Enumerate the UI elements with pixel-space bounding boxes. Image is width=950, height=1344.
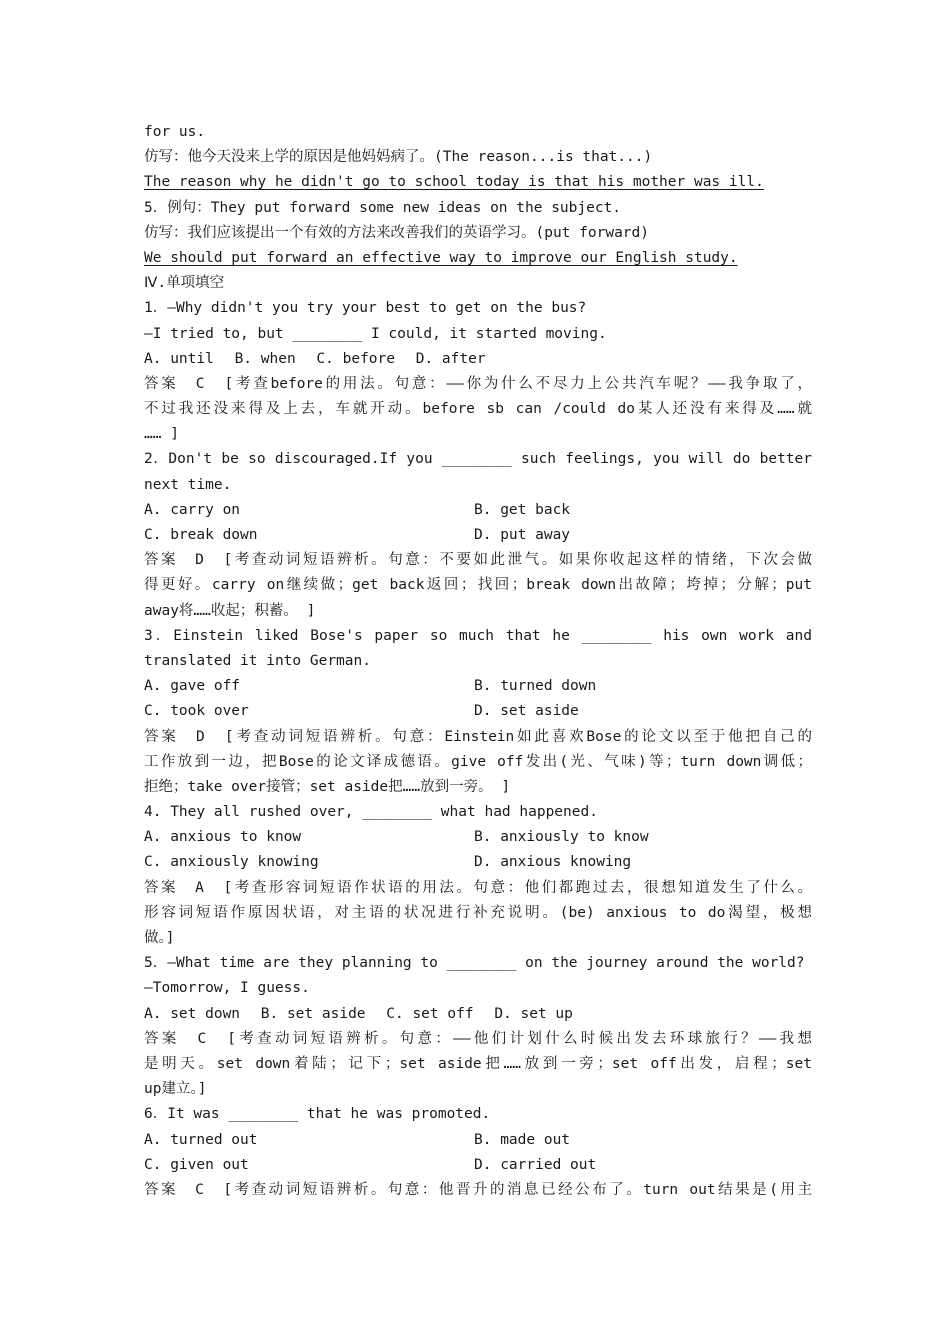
option: C. set off	[386, 1005, 474, 1022]
options-row	[144, 498, 812, 523]
answer-line: 得更好。carry on继续做；get back返回；找回；break down出故障；垮掉；分解；put	[144, 577, 812, 594]
option: C. anxiously knowing	[144, 854, 319, 871]
option: C. before	[316, 350, 395, 367]
options-row	[144, 1153, 812, 1178]
question-stem: translated it into German.	[144, 652, 371, 669]
question-stem: 4. They all rushed over, ________ what had happened.	[144, 804, 598, 821]
answer-line: 形容词短语作原因状语，对主语的状况进行补充说明。(be) anxious to do渴望，极想	[144, 904, 812, 921]
answer-line: 工作放到一边，把Bose的论文译成德语。give off发出(光、气味)等；turn down调低；	[144, 753, 812, 770]
answer-line: 做。]	[144, 930, 175, 946]
option: A. anxious to know	[144, 829, 302, 846]
answer-line: up建立。]	[144, 1081, 207, 1098]
options-row	[144, 850, 812, 875]
option: A. turned out	[144, 1131, 258, 1148]
answer-line: 拒绝；take over接管；set aside把……放到一旁。 ]	[144, 778, 511, 795]
answer-line: away将……收起；积蓄。 ]	[144, 602, 316, 619]
model-answer-line: We should put forward an effective way to improve our English study.	[144, 249, 738, 266]
answer-line: 答案 C [考查before的用法。句意：——你为什么不尽力上公共汽车呢？——我争取了，	[144, 375, 812, 392]
options-row	[144, 1128, 812, 1153]
option: B. when	[234, 350, 296, 367]
question-stem: 5．—What time are they planning to ________ on the journey around the world?	[144, 955, 805, 972]
option: B. set aside	[260, 1005, 366, 1022]
option: D. carried out	[474, 1156, 597, 1173]
question-stem: —I tried to, but ________ I could, it started moving.	[144, 325, 607, 342]
text-line: 仿写：我们应该提出一个有效的方法来改善我们的英语学习。(put forward)	[144, 224, 649, 241]
answer-line: 答案 D [考查动词短语辨析。句意：不要如此泄气。如果你收起这样的情绪，下次会做	[144, 552, 812, 569]
option: B. get back	[474, 501, 571, 518]
option: C. given out	[144, 1156, 249, 1173]
option: B. anxiously to know	[474, 829, 649, 846]
text-line: 5．例句：They put forward some new ideas on the subject.	[144, 199, 622, 216]
option: A. set down	[144, 1005, 241, 1022]
option: B. turned down	[474, 678, 597, 695]
option: A. gave off	[144, 678, 241, 695]
question-stem: —Tomorrow, I guess.	[144, 980, 310, 997]
document-page	[144, 120, 812, 1203]
options-row	[144, 674, 812, 699]
question-stem: next time.	[144, 476, 232, 493]
options-row	[144, 1002, 812, 1027]
option: A. until	[144, 350, 214, 367]
option: C. break down	[144, 527, 258, 543]
answer-line: 答案 C [考查动词短语辨析。句意：他晋升的消息已经公布了。turn out结果是(用主	[144, 1181, 812, 1198]
options-row	[144, 347, 812, 372]
answer-line: …… ]	[144, 426, 179, 443]
option: A. carry on	[144, 501, 241, 518]
question-stem: 3．Einstein liked Bose's paper so much that he ________ his own work and	[144, 627, 812, 644]
options-row	[144, 825, 812, 850]
option: D. set up	[494, 1005, 573, 1022]
answer-line: 答案 C [考查动词短语辨析。句意：——他们计划什么时候出发去环球旅行？——我想	[144, 1030, 812, 1047]
option: D. anxious knowing	[474, 854, 632, 871]
text-line: 仿写：他今天没来上学的原因是他妈妈病了。(The reason...is that...)	[144, 149, 653, 166]
text-line: for us.	[144, 124, 206, 140]
question-stem: 2．Don't be so discouraged.If you ________ such feelings, you will do better	[144, 451, 812, 468]
option: D. set aside	[474, 703, 579, 720]
question-stem: 6．It was ________ that he was promoted.	[144, 1106, 491, 1123]
option: C. took over	[144, 703, 249, 720]
answer-line: 是明天。set down着陆；记下；set aside把……放到一旁；set off出发，启程；set	[144, 1055, 812, 1072]
question-stem: 1．—Why didn't you try your best to get on the bus?	[144, 300, 587, 317]
section-heading: Ⅳ.单项填空	[144, 275, 225, 292]
options-row	[144, 523, 812, 548]
option: D. put away	[474, 527, 571, 543]
option: B. made out	[474, 1131, 571, 1148]
model-answer-line: The reason why he didn't go to school today is that his mother was ill.	[144, 174, 764, 191]
answer-line: 不过我还没来得及上去，车就开动。before sb can /could do某人还没有来得及……就	[144, 401, 812, 418]
answer-line: 答案 D [考查动词短语辨析。句意：Einstein如此喜欢Bose的论文以至于他把自己的	[144, 728, 812, 745]
answer-line: 答案 A [考查形容词短语作状语的用法。句意：他们都跑过去，很想知道发生了什么。	[144, 879, 812, 896]
options-row	[144, 699, 812, 724]
option: D. after	[415, 350, 486, 367]
